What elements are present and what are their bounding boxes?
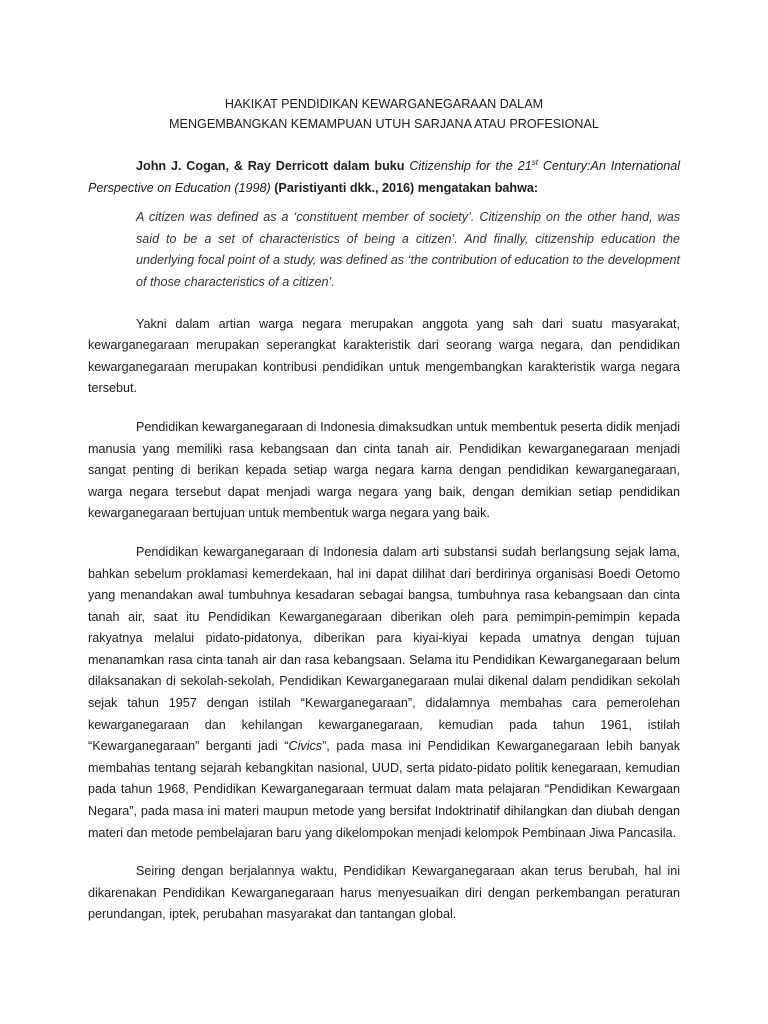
block-quote: A citizen was defined as a ‘constituent member of society’. Citizenship on the other hand, was said to be a set of characteristics of being a citizen’. And finally, citizenship education the underlying focal point of a study, was defined as ‘the contribution of education to the development of those characteristics of a citizen’. <box>136 210 680 289</box>
intro-citation: (Paristiyanti dkk., 2016) mengatakan bahwa: <box>270 180 539 195</box>
title-line-1: HAKIKAT PENDIDIKAN KEWARGANEGARAAN DALAM <box>224 97 544 111</box>
paragraph-3 <box>88 542 680 844</box>
book-title-part2: Century:An International Perspective on Education (1998) <box>88 159 681 195</box>
book-title-part1: Citizenship for the 21 <box>409 159 532 173</box>
paragraph-1: Yakni dalam artian warga negara merupakan anggota yang sah dari suatu masyarakat, kewarganegaraan merupakan seperangkat karakteristik dari seorang warga negara, dan pendidikan kewarganegaraan merupakan kontribusi pendidikan untuk mengembangkan karakteristik warga negara tersebut. <box>88 316 680 396</box>
paragraph-2: Pendidikan kewarganegaraan di Indonesia dimaksudkan untuk membentuk peserta didik menjadi manusia yang memiliki rasa kebangsaan dan cinta tanah air. Pendidikan kewarganegaraan menjadi sangat penting di berikan kepada setiap warga negara karna dengan pendidikan kewarganegaraan, warga negara tersebut dapat menjadi warga negara yang baik, dengan demikian setiap pendidikan kewarganegaraan bertujuan untuk membentuk warga negara yang baik. <box>88 419 680 521</box>
civics-term: Civics <box>288 739 323 754</box>
document-title <box>88 94 680 134</box>
paragraph-3-part2: ”, pada masa ini Pendidikan Kewarganegaraan lebih banyak membahas tentang sejarah kebangkitan nasional, UUD, serta pidato-pidato politik kenegaraan, kemudian pada tahun 1968, Pendidikan Kewarganegaraan termuat dalam mata pelajaran “Pendidikan Kewargaan Negara”, pada masa ini materi maupun metode yang bersifat Indoktrinatif dihilangkan dan diubah dengan materi dan metode pembelajaran baru yang dikelompokan menjadi kelompok Pembinaan Jiwa Pancasila. <box>88 739 681 840</box>
book-title-superscript: st <box>531 157 538 167</box>
document-body <box>88 94 680 943</box>
intro-authors: John J. Cogan, & Ray Derricott dalam buku <box>136 159 410 173</box>
paragraph-3-part1: Pendidikan kewarganegaraan di Indonesia dalam arti substansi sudah berlangsung sejak lama, bahkan sebelum proklamasi kemerdekaan, hal ini dapat dilihat dari berdirinya organisasi Boedi Oetomo yang menandakan awal tumbuhnya kesadaran sebagai bangsa, tumbuhnya rasa kebangsaan dan cinta tanah air, saat itu Pendidikan Kewarganegaraan diberikan oleh para pemimpin-pemimpin kepada rakyatnya melalui pidato-pidatonya, diberikan para kiyai-kiyai kepada umatnya dengan tujuan menanamkan rasa cinta tanah air dan rasa kebangsaan. Selama itu Pendidikan Kewarganegaraan belum dilaksanakan di sekolah-sekolah, Pendidikan Kewarganegaraan mulai dikenal dalam pendidikan sekolah sejak tahun 1957 dengan istilah “Kewarganegaraan”, didalamnya membahas cara pemerolehan kewarganegaraan dan kehilangan kewarganegaraan, kemudian pada tahun 1961, istilah “Kewarganegaraan” berganti jadi “ <box>88 544 680 754</box>
paragraph-4: Seiring dengan berjalannya waktu, Pendidikan Kewarganegaraan akan terus berubah, hal ini dikarenakan Pendidikan Kewarganegaraan harus menyesuaikan diri dengan perkembangan peraturan perundangan, iptek, perubahan masyarakat dan tantangan global. <box>88 864 680 922</box>
title-line-2: MENGEMBANGKAN KEMAMPUAN UTUH SARJANA ATAU PROFESIONAL <box>169 117 599 131</box>
intro-paragraph <box>88 156 680 199</box>
